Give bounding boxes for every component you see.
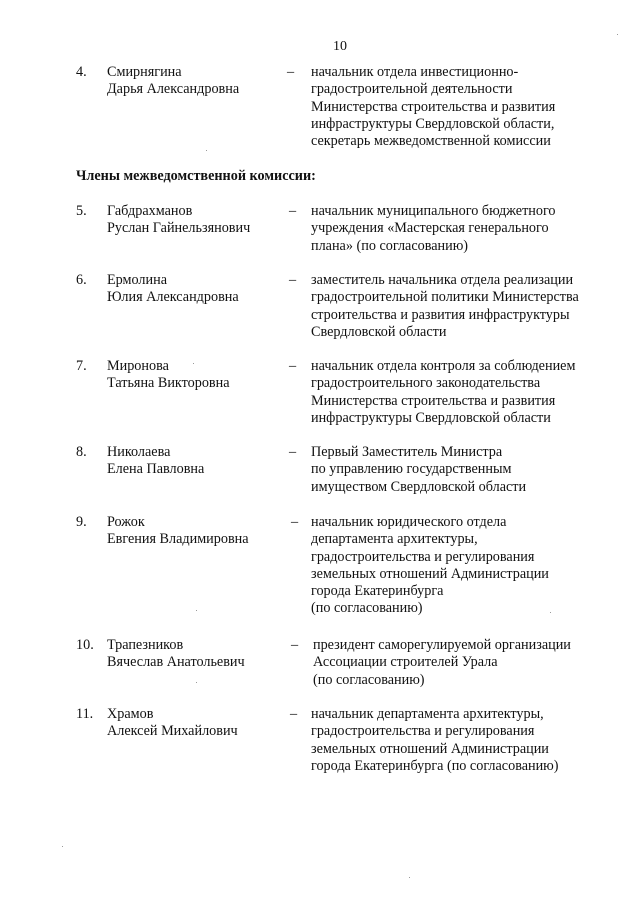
- member-name: [107, 358, 282, 393]
- scan-speck: [193, 363, 194, 364]
- member-name: [107, 444, 282, 479]
- member-name: [107, 706, 282, 741]
- entry-number: 9.: [76, 514, 87, 530]
- role-line: плана» (по согласованию): [311, 237, 469, 254]
- role-line: градостроительного законодательства: [311, 375, 541, 392]
- entry-number: 10.: [76, 637, 94, 653]
- role-line: (по согласованию): [311, 600, 423, 617]
- given-names: Евгения Владимировна: [107, 531, 249, 548]
- role-line: Первый Заместитель Министра: [311, 444, 503, 460]
- entry-number: 6.: [76, 272, 87, 288]
- entry-number: 7.: [76, 358, 87, 374]
- role-line: города Екатеринбурга: [311, 583, 444, 600]
- role-line: градостроительства и регулирования: [311, 548, 535, 565]
- given-names: Елена Павловна: [107, 461, 205, 478]
- surname: Рожок: [107, 514, 145, 530]
- role-line: департамента архитектуры,: [311, 531, 478, 548]
- role-line: начальник отдела инвестиционно-: [311, 64, 519, 80]
- given-names: Алексей Михайлович: [107, 723, 238, 740]
- member-name: [107, 64, 282, 99]
- entry-number: 11.: [76, 706, 94, 722]
- surname: Миронова: [107, 358, 169, 374]
- dash-separator: –: [291, 637, 299, 653]
- scan-speck: [550, 612, 551, 613]
- surname: Габдрахманов: [107, 203, 193, 219]
- member-name: [107, 272, 282, 307]
- given-names: Руслан Гайнельзянович: [107, 220, 251, 237]
- member-role: [311, 514, 611, 618]
- dash-separator: –: [291, 514, 299, 530]
- member-role: [311, 64, 611, 150]
- role-line: градостроительной политики Министерства: [311, 289, 579, 306]
- role-line: инфраструктуры Свердловской области,: [311, 115, 555, 132]
- given-names: Юлия Александровна: [107, 289, 239, 306]
- role-line: города Екатеринбурга (по согласованию): [311, 757, 559, 774]
- role-line: начальник отдела контроля за соблюдением: [311, 358, 576, 374]
- role-line: инфраструктуры Свердловской области: [311, 409, 551, 426]
- role-line: земельных отношений Администрации: [311, 740, 549, 757]
- member-role: [311, 358, 611, 427]
- entry-number: 8.: [76, 444, 87, 460]
- given-names: Татьяна Викторовна: [107, 375, 230, 392]
- scan-speck: [206, 150, 207, 151]
- member-name: [107, 514, 282, 549]
- surname: Николаева: [107, 444, 171, 460]
- given-names: Дарья Александровна: [107, 81, 240, 98]
- role-line: секретарь межведомственной комиссии: [311, 133, 551, 150]
- role-line: Ассоциации строителей Урала: [313, 654, 498, 671]
- role-line: заместитель начальника отдела реализации: [311, 272, 574, 288]
- member-role: [311, 203, 611, 255]
- dash-separator: –: [289, 272, 297, 288]
- member-role: [311, 706, 611, 775]
- dash-separator: –: [289, 444, 297, 460]
- entry-number: 5.: [76, 203, 87, 219]
- scan-speck: [617, 34, 618, 35]
- role-line: градостроительства и регулирования: [311, 723, 535, 740]
- role-line: строительства и развития инфраструктуры: [311, 306, 570, 323]
- scan-speck: [196, 682, 197, 683]
- member-role: [311, 272, 611, 341]
- role-line: начальник муниципального бюджетного: [311, 203, 556, 219]
- role-line: Свердловской области: [311, 323, 447, 340]
- role-line: учреждения «Мастерская генерального: [311, 220, 549, 237]
- dash-separator: –: [287, 64, 295, 80]
- entry-number: 4.: [76, 64, 87, 80]
- role-line: по управлению государственным: [311, 461, 512, 478]
- scan-speck: [196, 610, 197, 611]
- dash-separator: –: [289, 358, 297, 374]
- role-line: земельных отношений Администрации: [311, 565, 549, 582]
- member-role: [313, 637, 613, 689]
- role-line: (по согласованию): [313, 671, 425, 688]
- surname: Смирнягина: [107, 64, 182, 80]
- role-line: Министерства строительства и развития: [311, 98, 556, 115]
- role-line: начальник департамента архитектуры,: [311, 706, 544, 722]
- role-line: президент саморегулируемой организации: [313, 637, 571, 653]
- member-name: [107, 637, 282, 672]
- dash-separator: –: [289, 203, 297, 219]
- role-line: начальник юридического отдела: [311, 514, 507, 530]
- member-role: [311, 444, 611, 496]
- surname: Храмов: [107, 706, 154, 722]
- member-name: [107, 203, 282, 238]
- scan-speck: [62, 846, 63, 847]
- page-number: 10: [333, 39, 347, 54]
- dash-separator: –: [290, 706, 298, 722]
- surname: Трапезников: [107, 637, 184, 653]
- surname: Ермолина: [107, 272, 167, 288]
- role-line: градостроительной деятельности: [311, 81, 513, 98]
- given-names: Вячеслав Анатольевич: [107, 654, 245, 671]
- role-line: имуществом Свердловской области: [311, 478, 527, 495]
- scan-speck: [409, 877, 410, 878]
- section-heading: Члены межведомственной комиссии:: [76, 168, 316, 184]
- role-line: Министерства строительства и развития: [311, 392, 556, 409]
